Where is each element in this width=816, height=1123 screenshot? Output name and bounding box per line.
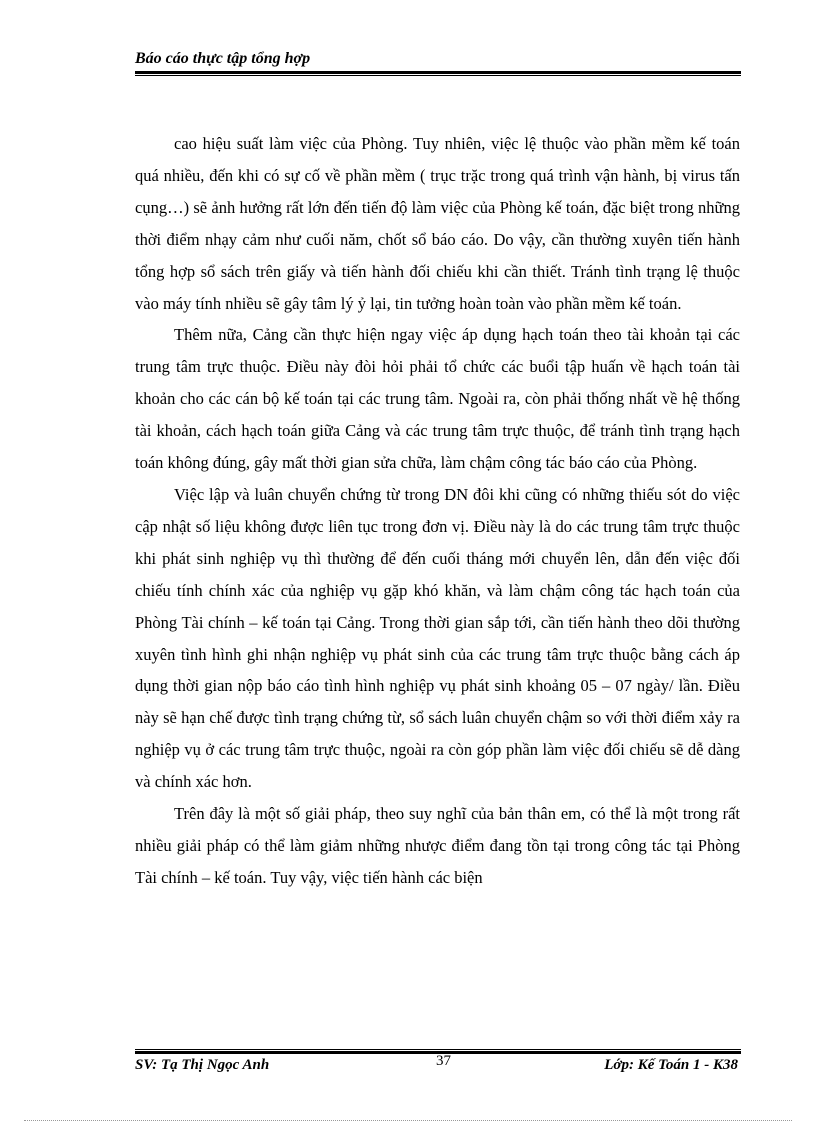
footer-rule-thin — [135, 1049, 741, 1050]
paragraph-2: Thêm nữa, Cảng cần thực hiện ngay việc áp dụng hạch toán theo tài khoản tại các trung tâm trực thuộc. Điều này đòi hỏi phải tổ chức các buổi tập huấn về hạch toán tài khoản cho các cán bộ kế toán tại các trung tâm. Ngoài ra, còn phải thống nhất về hệ thống tài khoản, cách hạch toán giữa Cảng và các trung tâm trực thuộc, để tránh tình trạng hạch toán không đúng, gây mất thời gian sửa chữa, làm chậm công tác báo cáo của Phòng. — [135, 325, 740, 473]
paragraph-1: cao hiệu suất làm việc của Phòng. Tuy nhiên, việc lệ thuộc vào phần mềm kế toán quá nhiều, đến khi có sự cố về phần mềm ( trục trặc trong quá trình vận hành, bị virus tấn cụng…) sẽ ảnh hưởng rất lớn đến tiến độ làm việc của Phòng kế toán, đặc biệt trong những thời điểm nhạy cảm như cuối năm, chốt sổ báo cáo. Do vậy, cần thường xuyên tiến hành tổng hợp sổ sách trên giấy và tiến hành đối chiếu khi cần thiết. Tránh tình trạng lệ thuộc vào máy tính nhiều sẽ gây tâm lý ỷ lại, tin tưởng hoàn toàn vào phần mềm kế toán. — [135, 134, 740, 313]
paragraph-3: Việc lập và luân chuyển chứng từ trong DN đôi khi cũng có những thiếu sót do việc cập nhật số liệu không được liên tục trong đơn vị. Điều này là do các trung tâm trực thuộc khi phát sinh nghiệp vụ thì thường để đến cuối tháng mới chuyển lên, dẫn đến việc đối chiếu tính chính xác của nghiệp vụ gặp khó khăn, và làm chậm công tác hạch toán của Phòng Tài chính – kế toán tại Cảng. Trong thời gian sắp tới, cần tiến hành theo dõi thường xuyên tình hình ghi nhận nghiệp vụ phát sinh của các trung tâm trực thuộc bằng cách áp dụng thời gian nộp báo cáo tình hình nghiệp vụ phát sinh khoảng 05 – 07 ngày/ lần. Điều này sẽ hạn chế được tình trạng chứng từ, sổ sách luân chuyển chậm so với thời điểm xảy ra nghiệp vụ ở các trung tâm trực thuộc, ngoài ra còn góp phần làm việc đối chiếu sẽ dễ dàng và chính xác hơn. — [135, 484, 740, 792]
footer-student-name: SV: Tạ Thị Ngọc Anh — [135, 1057, 270, 1073]
footer-class-name: Lớp: Kế Toán 1 - K38 — [604, 1057, 738, 1073]
header-rule-thin — [135, 75, 741, 76]
page-bottom-dotted-edge — [24, 1120, 792, 1121]
paragraph-4: Trên đây là một số giải pháp, theo suy nghĩ của bản thân em, có thể là một trong rất nhiều giải pháp có thể làm giảm những nhược điểm đang tồn tại trong công tác tại Phòng Tài chính – kế toán. Tuy vậy, việc tiến hành các biện — [135, 804, 740, 887]
footer-page-number: 37 — [436, 1053, 451, 1069]
header-rule-thick — [135, 71, 741, 74]
header-title: Báo cáo thực tập tổng hợp — [135, 50, 311, 67]
body-text — [135, 128, 740, 894]
